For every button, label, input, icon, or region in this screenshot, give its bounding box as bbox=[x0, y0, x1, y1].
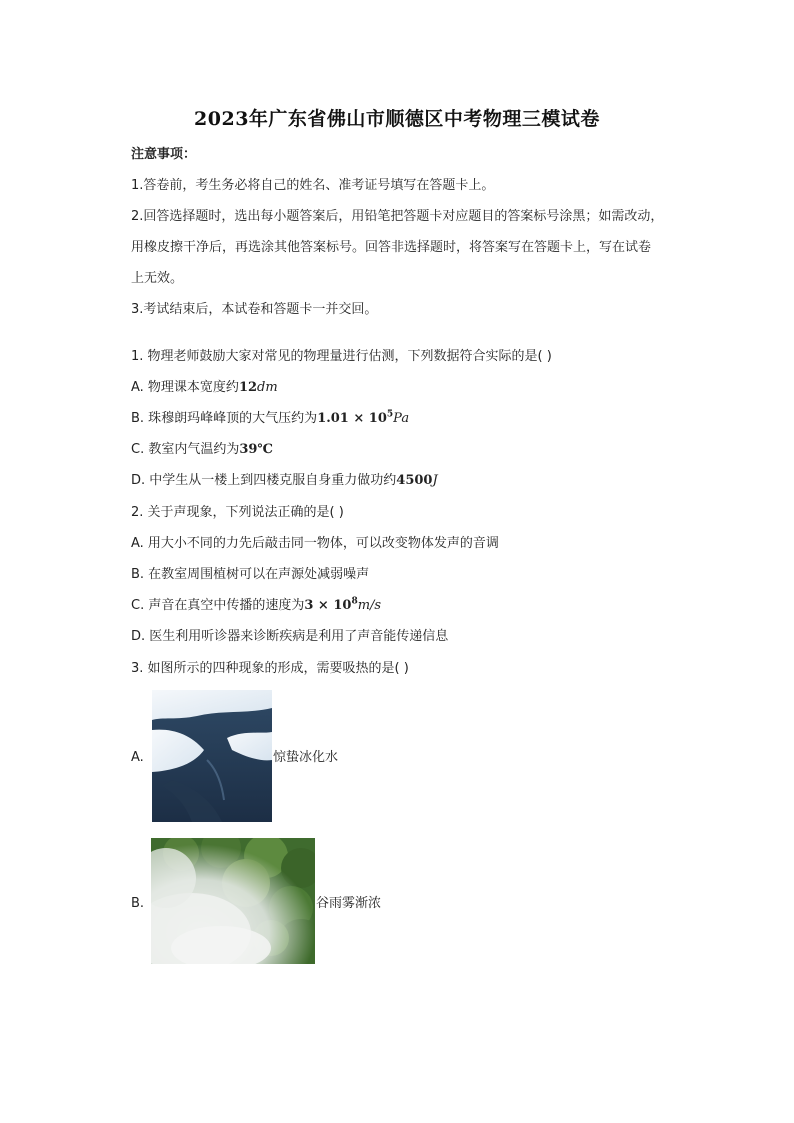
option-c-unit: m/s bbox=[357, 598, 382, 613]
question-1-option-d bbox=[131, 471, 438, 491]
question-2-option-c bbox=[131, 596, 381, 616]
option-c-text: C. 声音在真空中传播的速度为 bbox=[131, 598, 305, 613]
foggy-forest-image bbox=[151, 838, 315, 964]
notice-item-3: 3.考试结束后，本试卷和答题卡一并交回。 bbox=[131, 302, 378, 317]
question-2-option-a: A. 用大小不同的力先后敲击同一物体，可以改变物体发声的音调 bbox=[131, 536, 499, 551]
option-b-exponent: 5 bbox=[386, 409, 394, 420]
notice-item-2: 2.回答选择题时，选出每小题答案后，用铅笔把答题卡对应题目的答案标号涂黑；如需改动， bbox=[131, 209, 664, 224]
option-a-unit: dm bbox=[257, 380, 278, 395]
question-3-option-b-caption: 谷雨雾渐浓 bbox=[316, 896, 382, 911]
question-2-option-b: B. 在教室周围植树可以在声源处减弱噪声 bbox=[131, 567, 370, 582]
option-d-text: D. 中学生从一楼上到四楼克服自身重力做功约 bbox=[131, 473, 397, 488]
question-3-option-a-label: A. bbox=[131, 750, 144, 765]
question-1-option-a bbox=[131, 378, 278, 398]
notice-item-1: 1.答卷前，考生务必将自己的姓名、准考证号填写在答题卡上。 bbox=[131, 178, 495, 193]
question-1-option-c bbox=[131, 440, 273, 460]
option-a-text: A. 物理课本宽度约 bbox=[131, 380, 239, 395]
option-c-text: C. 教室内气温约为 bbox=[131, 442, 240, 457]
option-c-value: 3 × 10 bbox=[304, 598, 352, 613]
option-b-text: B. 珠穆朗玛峰峰顶的大气压约为 bbox=[131, 411, 318, 426]
option-b-value: 1.01 × 10 bbox=[317, 411, 387, 426]
question-3-option-b-label: B. bbox=[131, 896, 145, 911]
option-c-value: 39℃ bbox=[239, 442, 274, 457]
ice-melting-image bbox=[152, 690, 272, 822]
option-a-value: 12 bbox=[238, 380, 258, 395]
option-c-exponent: 8 bbox=[351, 596, 358, 607]
option-d-unit: J bbox=[432, 473, 438, 488]
option-b-unit: Pa bbox=[393, 411, 410, 426]
question-2-stem: 2. 关于声现象，下列说法正确的是( ) bbox=[131, 505, 344, 520]
question-1-stem: 1. 物理老师鼓励大家对常见的物理量进行估测，下列数据符合实际的是( ) bbox=[131, 349, 552, 364]
notice-item-2-cont: 用橡皮擦干净后，再选涂其他答案标号。回答非选择题时，将答案写在答题卡上，写在试卷 bbox=[131, 240, 652, 255]
question-3-stem: 3. 如图所示的四种现象的形成，需要吸热的是( ) bbox=[131, 661, 409, 676]
ice-melting-illustration bbox=[152, 690, 272, 822]
question-2-option-d: D. 医生利用听诊器来诊断疾病是利用了声音能传递信息 bbox=[131, 629, 449, 644]
question-1-option-b bbox=[131, 409, 409, 429]
notice-heading: 注意事项： bbox=[131, 147, 197, 162]
question-3-option-a-caption: 惊蛰冰化水 bbox=[273, 750, 339, 765]
option-d-value: 4500 bbox=[396, 473, 433, 488]
page-title: 2023年广东省佛山市顺德区中考物理三模试卷 bbox=[194, 108, 600, 130]
notice-item-2-end: 上无效。 bbox=[131, 271, 184, 286]
foggy-forest-illustration bbox=[151, 838, 315, 964]
